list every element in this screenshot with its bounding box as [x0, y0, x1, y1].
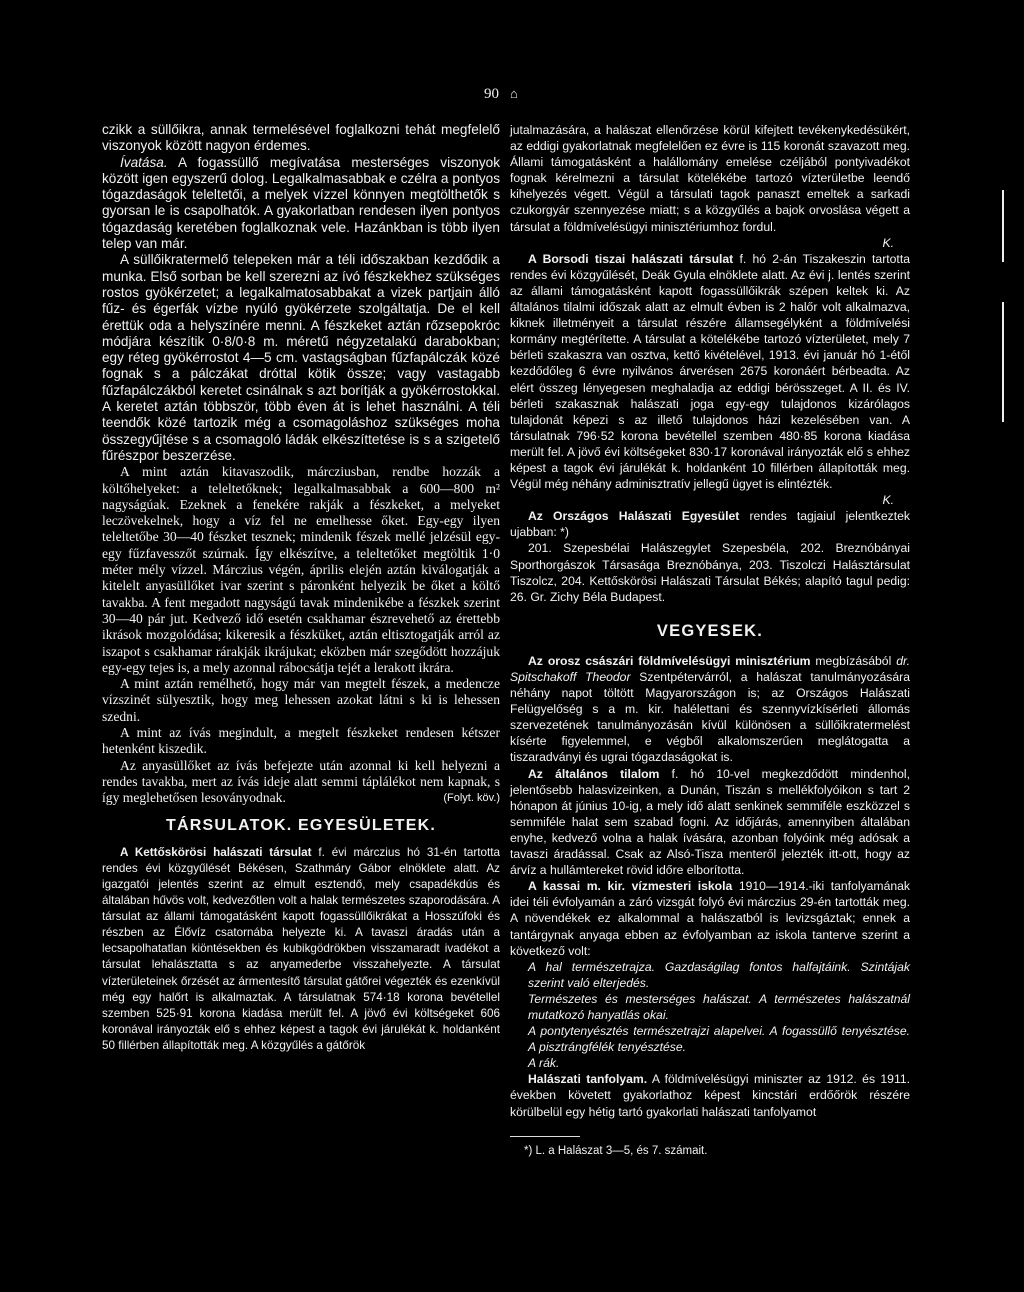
- scan-edge-mark: [1002, 302, 1004, 422]
- news-title: Az általános tilalom: [528, 766, 660, 781]
- paragraph: czikk a süllőikra, annak termelésével foglalkozni tehát megfelelő viszonyok között nagyon érdemes.: [102, 122, 500, 154]
- signature: K.: [882, 235, 894, 250]
- news-title: A Borsodi tiszai halászati társulat: [528, 251, 734, 266]
- news-title: Az orosz császári földmívelésügyi minisztérium: [528, 653, 811, 668]
- signature: K.: [882, 493, 894, 508]
- paragraph: A mint aztán remélhető, hogy már van megtelt fészek, a medencze vízszinét sülyesztik, hogy meg lehessen azokat látni s ki is lehessen szedni.: [102, 676, 500, 724]
- news-title: A kassai m. kir. vízmesteri iskola: [528, 879, 733, 894]
- paragraph: A mint aztán kitavaszodik, márcziusban, rendbe hozzák a költőhelyeket: a teleltetőknek; legalkalmasabbak a 600—800 m² nagyságúak. Ezeknek a fenekére rakják a fészkeket, a melyeket leczövekelnek, hogy a víz fel ne emelhesse őket. Egy-egy ilyen teleltetőbe 30—40 fészket tesznek; mindenik fészek mellé jelzésül egy-egy fűzfavesszőt szúrnak. Így elkészítve, a teleltetőket megtöltik 1·0 méter mély vízzel. Márczius végén, április elején aztán kiválogatják a kitelelt anyasüllőket ivar szerint s páronként helyezik be őket a költő tavakba. A fent megadott nagyságú tavak mindenikébe a fészkek szerint 30—40 pár jut. Kedvező idő esetén csakhamar észrevehető az érettebb ikrások mozgolódása; kikeresik a fészküket, aztán eltisztogatják arról az iszapot s csakhamar rárakják ikrájukat; eközben már szegődött hozzájuk egy-egy tejes is, a mely azonnal rábocsátja tejét a lerakott ikrára.: [102, 464, 500, 675]
- member-list: 201. Szepesbélai Halászegylet Szepesbéla, 202. Breznóbányai Sporthorgászok Társasága Breznóbánya, 203. Tiszolczi Halásztársulat Tiszolcz, 204. Kettőskörösi Halászati Társulat Békés; alapító tagul pedig: 26. Gr. Zichy Béla Budapest.: [510, 541, 910, 604]
- scan-edge-mark: [1002, 190, 1004, 262]
- paragraph: A süllőikratermelő telepeken már a téli időszakban kezdődik a munka. Első sorban be kell szerezni az ívó fészkekhez szükséges rostos gyökérzetet; a legalkalmatosabbakat a vizek partjain álló fűz- és égerfák vízbe nyúló gyökérzete szolgáltatja. De el kell érettük oda a helyszínére menni. A fészkeket aztán rőzsepokróc módjára készítik 0·8/0·8 m. méretű négyzetalakú darabokban; egy réteg gyökérrostot 4—5 cm. vastagságban fűzfapálczák közé fognak s a pálczákat dróttal kötik össze; vagy vastagabb fűzfapálczákból keretet csinálnak s azt borítják a gyökérrostokkal. A keretet aztán többször, több éven át is lehet használni. A téli teendők közé tartozik még a csomagoláshoz szükséges moha összegyűjtése s a csomagoló ládák elkészíttetése is s a szigetelő fűrészpor beszerzése.: [102, 252, 500, 463]
- footnote: *) L. a Halászat 3—5, és 7. számait.: [524, 1144, 708, 1157]
- news-title: Halászati tanfolyam.: [528, 1072, 648, 1087]
- topic-item: A hal természetrajza. Gazdaságilag fontos halfajtáink. Szintájak szerint való elterjedés.: [528, 959, 910, 990]
- news-title: Az Országos Halászati Egyesület: [528, 509, 740, 524]
- news-item: A Kettőskörösi halászati társulat f. évi márczius hó 31-én tartotta rendes évi közgyűlését Békésen, Szathmáry Gábor elnöklete alatt. Az igazgatói jelentés szerint az elmult esztendő, mely csapadékdús és általában hűvös volt, kedvezőtlen volt a halak természetes szaporodására. A társulat az állami támogatásként kapott fogassüllőikrákat a Hosszúfoki és részben az Élővíz csatornába helyezte ki. A tavaszi áradás után a lecsapolhatatlan kiöntésekben és kubikgödrökben visszamaradt ivadékot a társulat lehalásztatta s az anyamederbe visszahelyezte. A társulat vízterületeinek őrzését az ármentesítő társulat gátőrei végezték és ezenkívül még egy halőrt is alkalmaztak. A társulatnak 574·18 korona bevétellel szemben 525·91 korona kiadása merült fel. A jövő évi költségeket 606 koronával irányozták elő s ehhez képest a tagok évi járulékát k. holdanként 50 fillérben állapították meg. A közgyűlés a gátőrök: [102, 845, 500, 1052]
- topic-item: A pontytenyésztés természetrajzi alapelvei. A fogassüllő tenyésztése. A pisztrángfélék tenyésztése.: [528, 1024, 910, 1055]
- ornament-icon: ⌂: [510, 86, 518, 101]
- left-column: [102, 122, 500, 1054]
- paragraph: Ívatása. A fogassüllő megívatása mesterséges viszonyok között igen egyszerű dolog. Legalkalmasabbak e czélra a pontyos tógazdaságok teleltetői, a melyek vízzel könnyen megtölthetők s gyorsan le is csapolhatók. A gyakorlatban rendesen ilyen pontyos tógazdaság keretében foglalkoznak vele. Hazánkban is több ilyen telep van már.: [102, 154, 500, 252]
- paragraph: A mint az ívás megindult, a megtelt fészkeket rendesen kétszer hetenként kiszedik.: [102, 724, 500, 757]
- person-name: dr. Spitschakoff Theodor: [510, 653, 910, 684]
- news-item: A Borsodi tiszai halászati társulat f. hó 2-án Tiszakeszin tartotta rendes évi közgyűlését, Deák Gyula elnöklete alatt. Az évi j. lentés szerint az állami támogatásként kapott fogassüllőikrák szépen keltek ki. Az általános tilalmi időszak alatt az elmult évben is 2 halőr volt alkalmazva, kiknek illetményeit a társulat részére államsegélyként a földmívelési kormány megtérítette. A társulat a kötelékébe tartozó vízterületet, mely 7 bérleti szakaszra van osztva, kettő kivételével, 1913. évi január hó 1-étől kezdődőleg 6 évre nyilvános árverésen 2675 koronáért bérbeadta. Az elért összeg lényegesen meghaladja az eddigi bérösszeget. A II. és IV. bérleti szakasznak halászati joga egy-egy tulajdonos kizárólagos tulajdonát képezi s az illető tulajdonos házi kezelésében van. A társulatnak 796·52 korona bevétellel szemben 480·85 korona kiadása merült fel. A jövő évi költségeket 830·17 koronával irányozták elő s ehhez képest a tagok évi járulékát k. holdanként 10 fillérben állapították meg. Végül még néhány adminisztratív jellegű ügyet is elintézték.: [510, 251, 910, 492]
- continued-note: (Folyt. köv.): [443, 792, 500, 805]
- paragraph-label: Ívatása.: [120, 154, 168, 170]
- paragraph: Az anyasüllőket az ívás befejezte után azonnal ki kell helyezni a rendes tavakba, mert az ívás ideje alatt semmi táplálékot nem kapnak, s így meglehetősen lesoványodnak. (Folyt. köv.): [102, 757, 500, 806]
- footnote-separator: [510, 1136, 580, 1137]
- topic-list: [510, 959, 910, 1072]
- section-heading: VEGYESEK.: [656, 621, 764, 640]
- news-item: Az általános tilalom f. hó 10-vel megkezdődött mindenhol, jelentősebb halasvizeinken, a Dunán, Tiszán s mellékfolyóikon s tart 2 hónapon át június 10-ig, a mely idő alatt senkinek semmiféle eszközzel s semmiféle halat sem szabad fogni. Az időjárás, amennyiben általában enyhe, kedvező volna a halak ívására, azonban folyóink még adósak a tavaszi áradással. Csak az Alsó-Tisza menteről jelezték itt-ott, hogy az árvíz a hullámtereket rövid időre elborította.: [510, 766, 910, 878]
- news-item: Halászati tanfolyam. A földmívelésügyi miniszter az 1912. és 1911. években követett gyakorlathoz képest kincstári erdőőrök részére körülbelül egy hétig tartó gyakorlati halászati tanfolyamot: [510, 1072, 910, 1119]
- section-heading: TÁRSULATOK. EGYESÜLETEK.: [165, 817, 436, 835]
- news-item: Az Országos Halászati Egyesület rendes tagjaiul jelentkeztek ujabban: *): [510, 509, 910, 540]
- page-number: 90: [484, 86, 499, 102]
- topic-item: Természetes és mesterséges halászat. A természetes halászatnál mutatkozó hanyatlás okai.: [528, 991, 910, 1022]
- topic-item: A rák.: [528, 1056, 560, 1071]
- news-item: A kassai m. kir. vízmesteri iskola 1910—1914.-iki tanfolyamának idei téli évfolyamán a záró vizsgát folyó évi márczius 29-én tartották meg. A növendékek ez alkalommal a halászatból is levizsgáztak; ennek a tantárgynak anyaga ebben az évfolyamban az iskola tanterve szerint a következő volt:: [510, 879, 910, 958]
- news-title: A Kettőskörösi halászati társulat: [120, 845, 312, 859]
- right-column: [510, 122, 910, 1159]
- paragraph: jutalmazására, a halászat ellenőrzése körül kifejtett tevékenykedésükért, az eddigi gyakorlatnak megfelelően ez évre is 115 koronát szavazott meg. Állami támogatásként a halállomány emelése czéljából pontyivadékot fognak kérelmezni a társulat kötelékébe tartozó vízterületbe leendő kihelyezés végett. Végül a társulati tagok panaszt emeltek a sarkadi czukorgyár szennyezése miatt; s a közgyűlés a bajok orvoslása végett a társulat a földmívelésügyi minisztériumhoz fordul.: [510, 123, 910, 234]
- news-item: Az orosz császári földmívelésügyi minisztérium megbízásából dr. Spitschakoff Theodor Szentpétervárról, a halászat tanulmányozására néhány napot töltött Magyarországon is; az Országos Halászati Felügyelőség s a m. kir. halélettani és szennyvízkísérleti állomás szervezetének tanulmányozásán kívül különösen a süllőikratermelést kísérte figyelemmel, e végből alkalomszerűen meglátogatta a tiszaradványi és ugrai tógazdaságokat is.: [510, 653, 910, 765]
